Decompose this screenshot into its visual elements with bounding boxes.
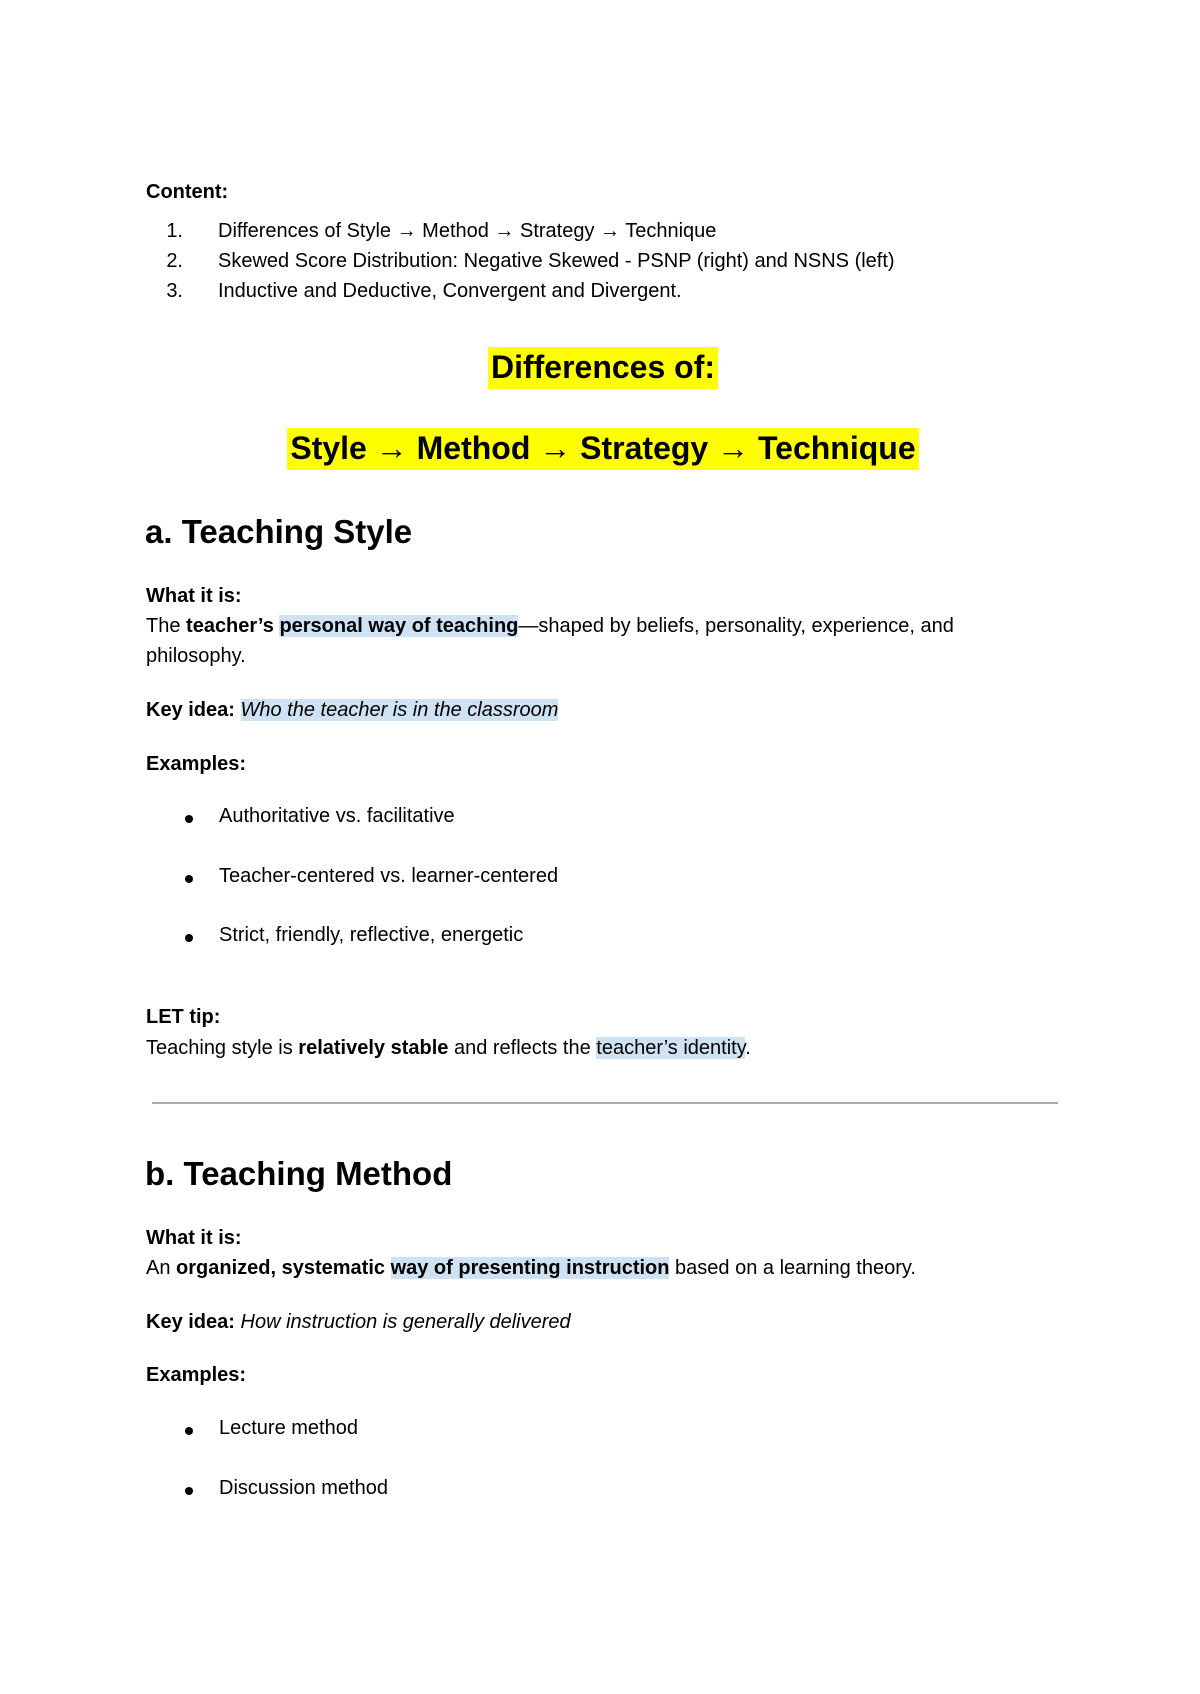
text-run [385,1257,391,1279]
what-it-is-label: What it is: [146,1227,242,1249]
horizontal-divider [152,1102,1058,1104]
title-line-1 [0,349,1200,386]
list-item: Authoritative vs. facilitative [219,805,455,827]
let-tip-text [146,1037,751,1060]
what-it-is-text-continued: philosophy. [146,645,246,667]
section-heading-style: a. Teaching Style [145,513,413,550]
list-item-text: Skewed Score Distribution: Negative Skewed - PSNP (right) and NSNS (left) [218,250,895,272]
title-highlight-1: Differences of: [488,347,718,389]
key-idea [146,1311,571,1334]
text-run: . [745,1037,751,1059]
list-item-number: 2. [166,250,183,272]
examples-label: Examples: [146,753,247,775]
text-run: The [146,615,187,637]
highlighted-bold-run: way of presenting instruction [390,1257,670,1279]
text-run: —shaped by beliefs, personality, experience, and [518,615,954,637]
text-run: based on a learning theory. [669,1257,916,1279]
list-item: Teacher-centered vs. learner-centered [219,865,559,887]
what-it-is-label: What it is: [146,585,242,607]
bullet-icon [185,1427,193,1435]
list-item-text: Inductive and Deductive, Convergent and Divergent. [218,280,682,302]
list-item: Strict, friendly, reflective, energetic [219,924,524,946]
highlighted-run: teacher’s identity [596,1037,746,1059]
bullet-icon [185,815,193,823]
what-it-is-text [146,615,954,638]
text-run: An [146,1257,177,1279]
title-line-2 [0,430,1200,467]
highlighted-bold-run: personal way of teaching [279,615,519,637]
list-item-number: 3. [166,280,183,302]
bold-run: relatively stable [298,1037,449,1059]
key-idea-text: How instruction is generally delivered [240,1311,571,1333]
bold-run: teacher’s [186,615,274,637]
list-item-number: 1. [166,220,183,242]
bullet-icon [185,934,193,942]
text-run: Teaching style is [146,1037,299,1059]
examples-label: Examples: [146,1364,247,1386]
list-item-text: Differences of Style → Method → Strategy → Technique [218,220,717,242]
list-item: Lecture method [219,1417,358,1439]
list-item: Discussion method [219,1477,388,1499]
key-idea-label: Key idea: [146,1311,235,1333]
section-heading-method: b. Teaching Method [145,1155,453,1192]
bullet-icon [185,875,193,883]
what-it-is-text [146,1257,916,1280]
bullet-icon [185,1487,193,1495]
key-idea-text: Who the teacher is in the classroom [240,699,559,721]
let-tip-label: LET tip: [146,1006,221,1028]
title-highlight-2: Style → Method → Strategy → Technique [287,428,918,470]
key-idea [146,699,558,722]
key-idea-label: Key idea: [146,699,235,721]
contents-label: Content: [146,181,229,203]
text-run: and reflects the [448,1037,597,1059]
bold-run: organized, systematic [176,1257,385,1279]
